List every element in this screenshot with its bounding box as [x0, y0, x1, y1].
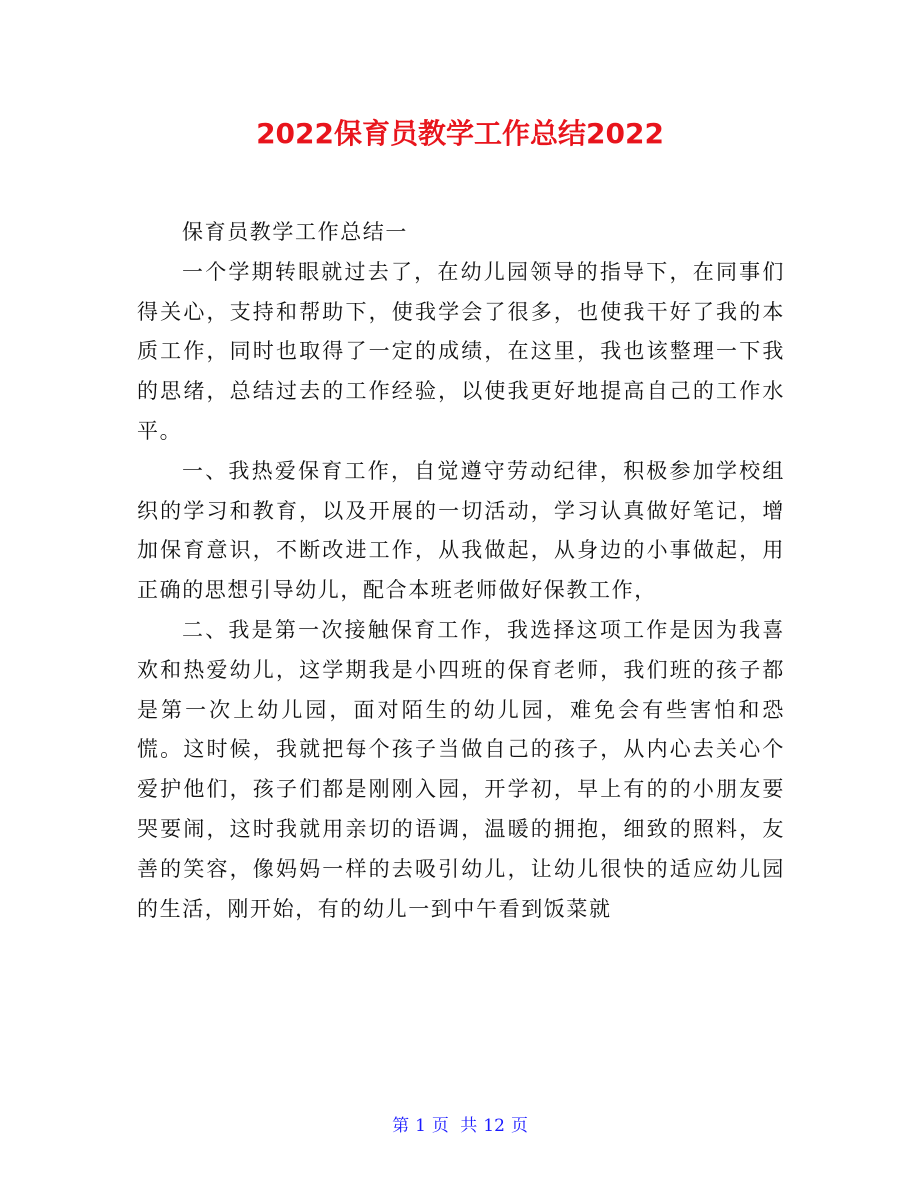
paragraph: 二、我是第一次接触保育工作，我选择这项工作是因为我喜欢和热爱幼儿，这学期我是小四班的保育老师，我们班的孩子都是第一次上幼儿园，面对陌生的幼儿园，难免会有些害怕和恐慌。这时候，我就把每个孩子当做自己的孩子，从内心去关心个爱护他们，孩子们都是刚刚入园，开学初，早上有的的小朋友要哭要闹，这时我就用亲切的语调，温暖的拥抱，细致的照料，友善的笑容，像妈妈一样的去吸引幼儿，让幼儿很快的适应幼儿园的生活，刚开始，有的幼儿一到中午看到饭菜就 — [137, 617, 785, 921]
page-prefix: 第 — [392, 1116, 410, 1136]
paragraph: 一、我热爱保育工作，自觉遵守劳动纪律，积极参加学校组织的学习和教育，以及开展的一切活动，学习认真做好笔记，增加保育意识，不断改进工作，从我做起，从身边的小事做起，用正确的思想引导幼儿，配合本班老师做好保教工作， — [137, 458, 785, 603]
section-heading: 保育员教学工作总结一 — [182, 220, 408, 244]
total-pages: 12 — [483, 1116, 505, 1136]
document-body — [137, 213, 785, 929]
page-mid: 页 共 — [431, 1116, 478, 1136]
page-number: 1 — [415, 1116, 426, 1136]
document-title: 2022保育员教学工作总结2022 — [256, 117, 664, 150]
paragraph: 一个学期转眼就过去了，在幼儿园领导的指导下，在同事们得关心，支持和帮助下，使我学会了很多，也使我干好了我的本质工作，同时也取得了一定的成绩，在这里，我也该整理一下我的思绪，总结过去的工作经验，以使我更好地提高自己的工作水平。 — [137, 259, 785, 443]
page-suffix: 页 — [510, 1116, 528, 1136]
page-footer — [0, 1114, 920, 1138]
